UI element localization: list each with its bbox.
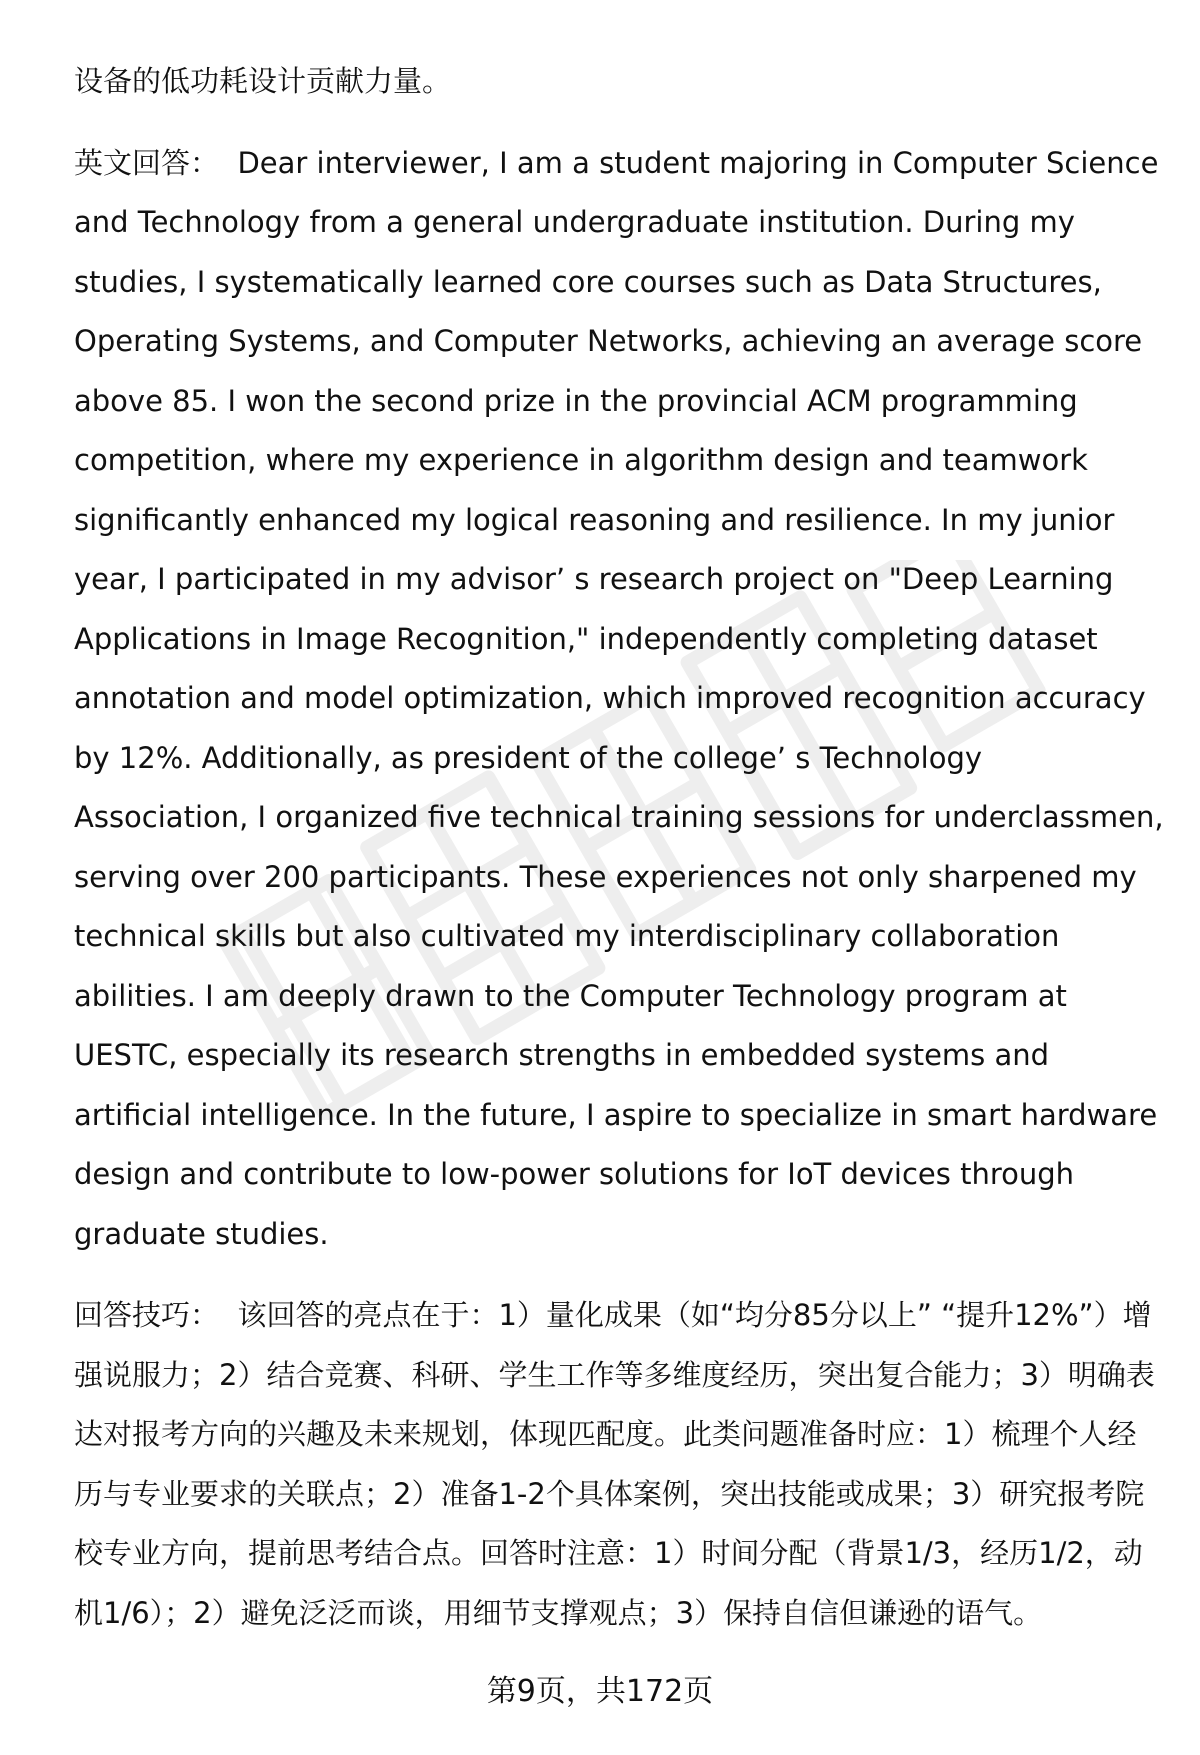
- english-answer-paragraph: [74, 134, 1164, 1265]
- tips-label: 回答技巧：: [74, 1298, 220, 1332]
- english-answer-text: Dear interviewer, I am a student majoring in Computer Science and Technology from a general undergraduate institution. During my studies, I systematically learned core courses such as Data Structures, Operating Systems, and Computer Networks, achieving an average score above 85. I won the second prize in the provincial ACM programming competition, where my experience in algorithm design and teamwork significantly enhanced my logical reasoning and resilience. In my junior year, I participated in my advisor’ s research project on "Deep Learning Applications in Image Recognition," independently completing dataset annotation and model optimization, which improved recognition accuracy by 12%. Additionally, as president of the college’ s Technology Association, I organized five technical training sessions for underclassmen, serving over 200 participants. These experiences not only sharpened my technical skills but also cultivated my interdisciplinary collaboration abilities. I am deeply drawn to the Computer Technology program at UESTC, especially its research strengths in embedded systems and artificial intelligence. In the future, I aspire to specialize in smart hardware design and contribute to low-power solutions for IoT devices through graduate studies.: [74, 145, 1164, 1251]
- tips-text: 该回答的亮点在于：1）量化成果（如“均分85分以上” “提升12%”）增强说服力；2）结合竞赛、科研、学生工作等多维度经历，突出复合能力；3）明确表达对报考方向的兴趣及未来规划，体现匹配度。此类问题准备时应：1）梳理个人经历与专业要求的关联点；2）准备1-2个具体案例，突出技能或成果；3）研究报考院校专业方向，提前思考结合点。回答时注意：1）时间分配（背景1/3，经历1/2，动机1/6）；2）避免泛泛而谈，用细节支撑观点；3）保持自信但谦逊的语气。: [74, 1298, 1155, 1630]
- intro-paragraph: [74, 52, 1164, 112]
- intro-text: 设备的低功耗设计贡献力量。: [74, 64, 452, 98]
- document-body: [74, 52, 1164, 1643]
- english-answer-label: 英文回答：: [74, 145, 220, 180]
- tips-paragraph: [74, 1286, 1164, 1643]
- page-number: 第9页，共172页: [486, 1674, 714, 1709]
